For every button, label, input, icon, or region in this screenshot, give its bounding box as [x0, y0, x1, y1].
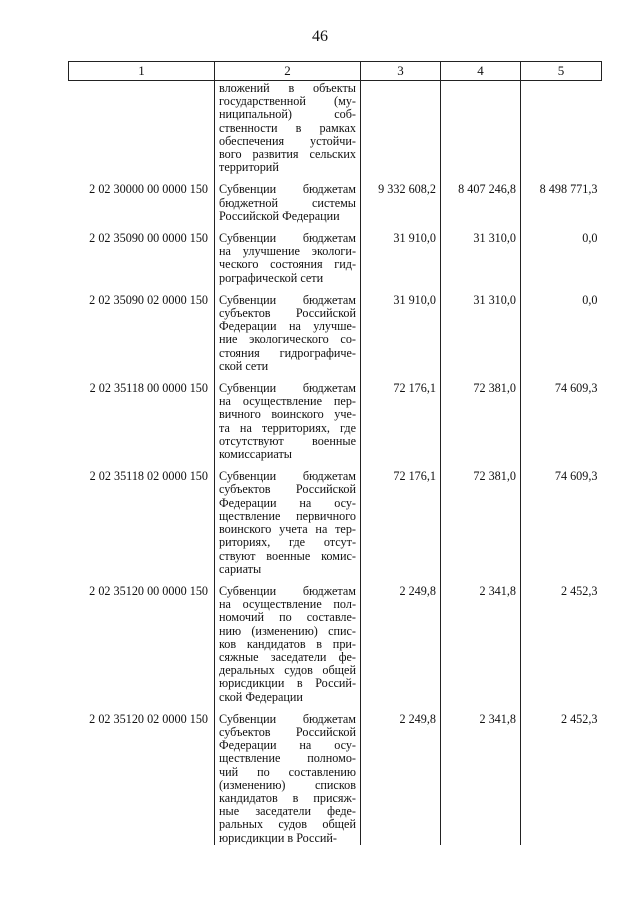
income-name-line: Федерации на улучше- — [219, 319, 356, 334]
budget-code-cell: 2 02 35090 00 0000 150 — [69, 223, 215, 285]
income-name-line: Субвенции бюджетам — [219, 381, 356, 396]
amount-cell-5 — [521, 81, 602, 175]
column-header-5: 5 — [521, 62, 602, 81]
income-name-line: ческого состояния гид- — [219, 257, 356, 272]
income-name-cell — [215, 285, 361, 373]
column-header-1: 1 — [69, 62, 215, 81]
amount-cell-5: 8 498 771,3 — [521, 174, 602, 223]
amount-cell-3: 31 910,0 — [361, 285, 441, 373]
amount-cell-4: 2 341,8 — [441, 576, 521, 704]
income-name-line: риториях, где отсут- — [219, 535, 356, 550]
table-row — [69, 704, 602, 845]
income-name-cell — [215, 704, 361, 845]
budget-code-cell: 2 02 35118 02 0000 150 — [69, 461, 215, 576]
income-name-line: Субвенции бюджетам — [219, 292, 356, 307]
income-name-line: ков кандидатов в при- — [219, 636, 356, 651]
amount-cell-5: 0,0 — [521, 285, 602, 373]
income-name-line: чий по составлению — [219, 764, 356, 779]
income-name-line: вого развития сельских — [219, 147, 356, 162]
income-name-line: Субвенции бюджетам — [219, 469, 356, 484]
income-name-line: воинского учета на тер- — [219, 522, 356, 537]
table-row — [69, 285, 602, 373]
table-row — [69, 461, 602, 576]
amount-cell-3: 31 910,0 — [361, 223, 441, 285]
income-name-cell — [215, 81, 361, 175]
income-name-line: ществление первичного — [219, 508, 356, 523]
amount-cell-3: 2 249,8 — [361, 576, 441, 704]
income-name-line: на осуществление пол- — [219, 597, 356, 612]
table-row — [69, 223, 602, 285]
budget-code-cell: 2 02 35118 00 0000 150 — [69, 373, 215, 461]
income-name-line: на осуществление пер- — [219, 394, 356, 409]
budget-code-cell: 2 02 30000 00 0000 150 — [69, 174, 215, 223]
amount-cell-4: 72 381,0 — [441, 373, 521, 461]
amount-cell-5: 2 452,3 — [521, 576, 602, 704]
amount-cell-4: 72 381,0 — [441, 461, 521, 576]
table-body — [69, 81, 602, 845]
income-name-line: сариаты — [219, 561, 262, 576]
income-name-line: субъектов Российской — [219, 482, 356, 497]
amount-cell-4: 2 341,8 — [441, 704, 521, 845]
amount-cell-4 — [441, 81, 521, 175]
income-name-line: ствуют военные комис- — [219, 548, 356, 563]
income-name-line: субъектов Российской — [219, 724, 356, 739]
income-name-line: ние экологического со- — [219, 332, 356, 347]
amount-cell-3: 2 249,8 — [361, 704, 441, 845]
amount-cell-5: 74 609,3 — [521, 373, 602, 461]
income-name-line: Субвенции бюджетам — [219, 231, 356, 246]
income-name-line: кандидатов в присяж- — [219, 790, 356, 805]
amount-cell-5: 2 452,3 — [521, 704, 602, 845]
page-number: 46 — [312, 28, 328, 45]
income-name-line: юрисдикции в Россий- — [219, 676, 356, 691]
amount-cell-5: 0,0 — [521, 223, 602, 285]
column-header-4: 4 — [441, 62, 521, 81]
income-name-line: комиссариаты — [219, 447, 292, 462]
budget-code-cell: 2 02 35090 02 0000 150 — [69, 285, 215, 373]
amount-cell-3: 72 176,1 — [361, 461, 441, 576]
income-name-line: та на территориях, где — [219, 420, 356, 435]
column-header-3: 3 — [361, 62, 441, 81]
income-name-line: ской Федерации — [219, 689, 303, 704]
income-name-line: вложений в объекты — [219, 81, 356, 95]
income-name-line: Субвенции бюджетам — [219, 711, 356, 726]
income-name-line: ществление полномо- — [219, 751, 356, 766]
income-name-line: ниципальной) соб- — [219, 107, 356, 122]
amount-cell-3: 9 332 608,2 — [361, 174, 441, 223]
amount-cell-4: 8 407 246,8 — [441, 174, 521, 223]
income-name-line: (изменению) списков — [219, 777, 356, 792]
income-name-line: ской сети — [219, 358, 269, 373]
income-name-cell — [215, 461, 361, 576]
amount-cell-4: 31 310,0 — [441, 285, 521, 373]
amount-cell-5: 74 609,3 — [521, 461, 602, 576]
income-name-cell — [215, 174, 361, 223]
income-name-line: Субвенции бюджетам — [219, 182, 356, 197]
amount-cell-3: 72 176,1 — [361, 373, 441, 461]
budget-code-cell — [69, 81, 215, 175]
income-name-line: отсутствуют военные — [219, 433, 356, 448]
income-name-line: стояния гидрографиче- — [219, 345, 356, 360]
income-name-line: деральных судов общей — [219, 663, 356, 678]
income-name-line: сяжные заседатели фе- — [219, 649, 356, 664]
income-name-line: территорий — [219, 160, 279, 175]
table-row — [69, 373, 602, 461]
amount-cell-4: 31 310,0 — [441, 223, 521, 285]
income-name-line: бюджетной системы — [219, 195, 356, 210]
budget-code-cell: 2 02 35120 00 0000 150 — [69, 576, 215, 704]
income-name-line: субъектов Российской — [219, 306, 356, 321]
income-name-line: Федерации на осу- — [219, 495, 356, 510]
income-name-line: Федерации на осу- — [219, 738, 356, 753]
income-name-line: ственности в рамках — [219, 120, 356, 135]
income-name-line: Субвенции бюджетам — [219, 583, 356, 598]
income-name-cell — [215, 373, 361, 461]
income-name-line: рографической сети — [219, 270, 324, 285]
income-name-line: государственной (му- — [219, 94, 356, 109]
budget-table — [68, 61, 602, 845]
table-header-row — [69, 62, 602, 81]
income-name-line: на улучшение экологи- — [219, 244, 356, 259]
income-name-line: нию (изменению) спис- — [219, 623, 356, 638]
income-name-cell — [215, 223, 361, 285]
income-name-line: юрисдикции в Россий- — [219, 830, 337, 845]
amount-cell-3 — [361, 81, 441, 175]
income-name-line: обеспечения устойчи- — [219, 133, 356, 148]
income-name-line: ральных судов общей — [219, 817, 356, 832]
income-name-line: ные заседатели феде- — [219, 804, 356, 819]
income-name-line: Российской Федерации — [219, 208, 340, 223]
income-name-cell — [215, 576, 361, 704]
table-row — [69, 174, 602, 223]
budget-code-cell: 2 02 35120 02 0000 150 — [69, 704, 215, 845]
column-header-2: 2 — [215, 62, 361, 81]
income-name-line: вичного воинского уче- — [219, 407, 356, 422]
income-name-line: номочий по составле- — [219, 610, 356, 625]
table-row — [69, 576, 602, 704]
table-row — [69, 81, 602, 175]
